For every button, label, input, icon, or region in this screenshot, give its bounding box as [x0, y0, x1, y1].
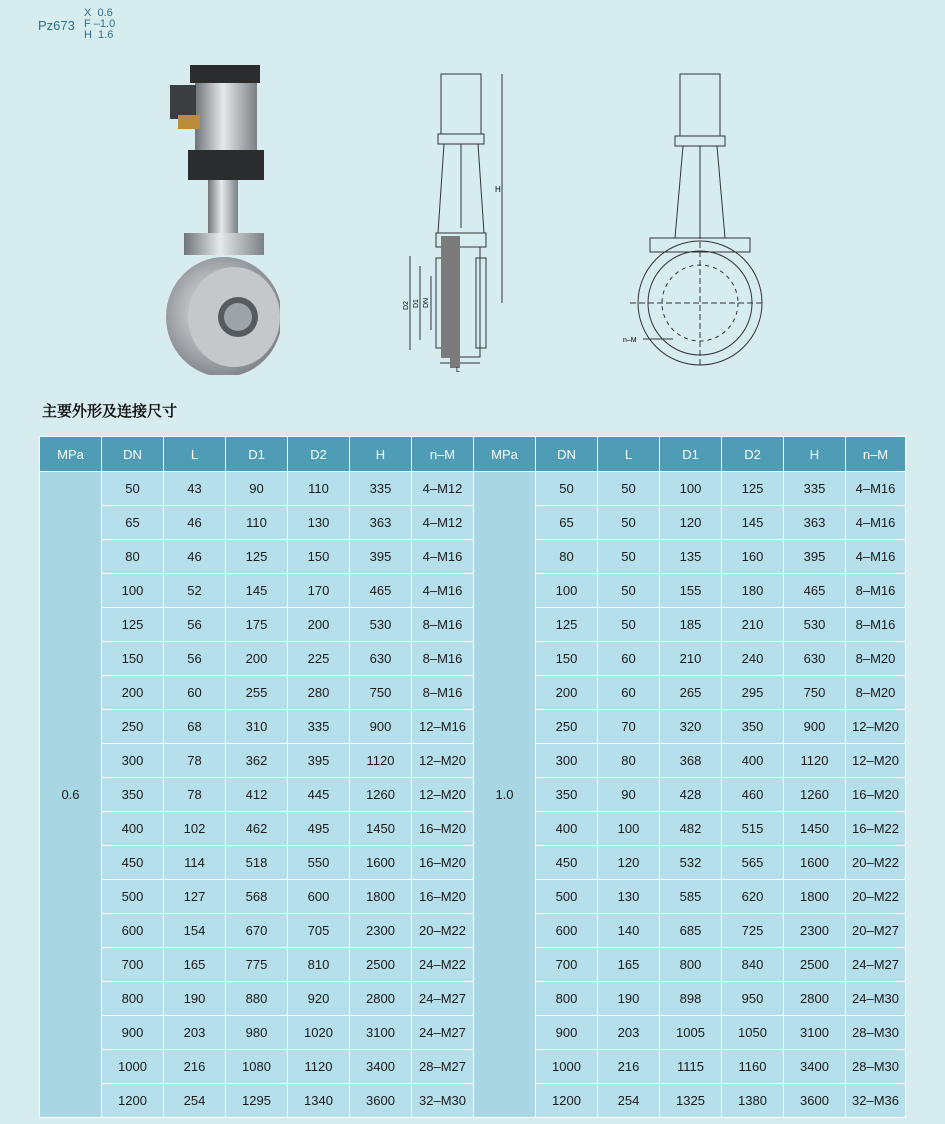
table-cell: 8–M20: [846, 642, 906, 676]
table-cell: 500: [536, 880, 598, 914]
table-cell: 350: [722, 710, 784, 744]
table-cell: 482: [660, 812, 722, 846]
table-cell: 68: [164, 710, 226, 744]
table-cell: 295: [722, 676, 784, 710]
table-cell: 3400: [784, 1050, 846, 1084]
param-h: H 1.6: [84, 29, 114, 41]
column-header: L: [598, 437, 660, 472]
table-cell: 80: [598, 744, 660, 778]
table-cell: 130: [598, 880, 660, 914]
table-row: [40, 880, 906, 914]
table-cell: 190: [164, 982, 226, 1016]
table-cell: 43: [164, 472, 226, 506]
table-cell: 165: [598, 948, 660, 982]
table-row: [40, 676, 906, 710]
table-cell: 350: [102, 778, 164, 812]
table-cell: 310: [226, 710, 288, 744]
table-cell: 28–M30: [846, 1050, 906, 1084]
table-cell: 120: [598, 846, 660, 880]
table-cell: 4–M16: [846, 540, 906, 574]
table-cell: 840: [722, 948, 784, 982]
side-section-drawing: [398, 68, 528, 378]
table-cell: 24–M27: [412, 982, 474, 1016]
table-cell: 240: [722, 642, 784, 676]
column-header: MPa: [40, 437, 102, 472]
table-cell: 4–M12: [412, 506, 474, 540]
table-cell: 50: [598, 540, 660, 574]
table-cell: 50: [598, 608, 660, 642]
column-header: H: [784, 437, 846, 472]
table-cell: 52: [164, 574, 226, 608]
table-cell: 90: [226, 472, 288, 506]
table-cell: 8–M16: [412, 676, 474, 710]
column-header: D2: [288, 437, 350, 472]
table-cell: 135: [660, 540, 722, 574]
table-cell: 630: [350, 642, 412, 676]
table-cell: 2500: [350, 948, 412, 982]
table-row: [40, 744, 906, 778]
table-cell: 1600: [784, 846, 846, 880]
table-cell: 670: [226, 914, 288, 948]
column-header: H: [350, 437, 412, 472]
label-dn: DN: [423, 297, 430, 308]
table-cell: 145: [722, 506, 784, 540]
column-header: D1: [660, 437, 722, 472]
table-cell: 898: [660, 982, 722, 1016]
table-cell: 900: [102, 1016, 164, 1050]
table-cell: 1260: [784, 778, 846, 812]
table-cell: 900: [350, 710, 412, 744]
table-cell: 125: [226, 540, 288, 574]
table-cell: 465: [784, 574, 846, 608]
table-cell: 465: [350, 574, 412, 608]
table-cell: 50: [598, 506, 660, 540]
table-cell: 335: [784, 472, 846, 506]
table-cell: 20–M22: [846, 846, 906, 880]
table-cell: 56: [164, 608, 226, 642]
table-cell: 1160: [722, 1050, 784, 1084]
table-cell: 250: [536, 710, 598, 744]
table-cell: 600: [536, 914, 598, 948]
table-cell: 2500: [784, 948, 846, 982]
table-cell: 400: [536, 812, 598, 846]
table-cell: 46: [164, 540, 226, 574]
table-cell: 1600: [350, 846, 412, 880]
table-cell: 1450: [350, 812, 412, 846]
table-cell: 1000: [536, 1050, 598, 1084]
table-cell: 400: [102, 812, 164, 846]
pressure-cell-left: 0.6: [40, 472, 102, 1118]
table-cell: 24–M27: [846, 948, 906, 982]
table-cell: 4–M16: [412, 574, 474, 608]
table-cell: 428: [660, 778, 722, 812]
table-cell: 700: [102, 948, 164, 982]
table-cell: 200: [288, 608, 350, 642]
table-cell: 50: [598, 574, 660, 608]
table-cell: 400: [722, 744, 784, 778]
table-cell: 4–M12: [412, 472, 474, 506]
table-cell: 280: [288, 676, 350, 710]
label-d1: D1: [413, 299, 420, 308]
section-title: 主要外形及连接尺寸: [42, 403, 178, 420]
table-cell: 1200: [536, 1084, 598, 1118]
table-header-row: [40, 437, 906, 472]
table-cell: 350: [536, 778, 598, 812]
table-cell: 190: [598, 982, 660, 1016]
table-cell: 620: [722, 880, 784, 914]
table-cell: 70: [598, 710, 660, 744]
table-cell: 412: [226, 778, 288, 812]
table-cell: 155: [660, 574, 722, 608]
table-cell: 300: [102, 744, 164, 778]
table-cell: 1200: [102, 1084, 164, 1118]
table-cell: 685: [660, 914, 722, 948]
table-cell: 8–M20: [846, 676, 906, 710]
table-cell: 565: [722, 846, 784, 880]
table-cell: 100: [660, 472, 722, 506]
table-cell: 2300: [350, 914, 412, 948]
table-cell: 368: [660, 744, 722, 778]
table-row: [40, 846, 906, 880]
table-cell: 3400: [350, 1050, 412, 1084]
table-cell: 20–M27: [846, 914, 906, 948]
pressure-cell-right: 1.0: [474, 472, 536, 1118]
table-cell: 60: [164, 676, 226, 710]
table-cell: 600: [288, 880, 350, 914]
table-cell: 210: [660, 642, 722, 676]
table-cell: 12–M20: [412, 744, 474, 778]
table-cell: 203: [598, 1016, 660, 1050]
table-cell: 90: [598, 778, 660, 812]
table-cell: 460: [722, 778, 784, 812]
table-cell: 154: [164, 914, 226, 948]
table-cell: 185: [660, 608, 722, 642]
table-cell: 78: [164, 744, 226, 778]
table-cell: 20–M22: [846, 880, 906, 914]
table-cell: 216: [598, 1050, 660, 1084]
column-header: n–M: [846, 437, 906, 472]
table-row: [40, 778, 906, 812]
table-cell: 100: [102, 574, 164, 608]
table-cell: 125: [102, 608, 164, 642]
table-cell: 1120: [288, 1050, 350, 1084]
table-cell: 60: [598, 642, 660, 676]
table-cell: 150: [102, 642, 164, 676]
table-cell: 100: [598, 812, 660, 846]
table-cell: 80: [536, 540, 598, 574]
table-cell: 800: [536, 982, 598, 1016]
table-cell: 3600: [350, 1084, 412, 1118]
model-params: [84, 8, 115, 41]
table-cell: 50: [536, 472, 598, 506]
table-cell: 515: [722, 812, 784, 846]
table-cell: 320: [660, 710, 722, 744]
table-cell: 335: [350, 472, 412, 506]
table-cell: 4–M16: [412, 540, 474, 574]
column-header: DN: [536, 437, 598, 472]
table-cell: 32–M36: [846, 1084, 906, 1118]
table-cell: 12–M20: [846, 710, 906, 744]
table-cell: 450: [102, 846, 164, 880]
table-cell: 28–M30: [846, 1016, 906, 1050]
table-cell: 12–M20: [846, 744, 906, 778]
table-cell: 125: [536, 608, 598, 642]
table-cell: 900: [784, 710, 846, 744]
table-cell: 810: [288, 948, 350, 982]
table-row: [40, 982, 906, 1016]
table-cell: 395: [784, 540, 846, 574]
table-cell: 900: [536, 1016, 598, 1050]
table-cell: 700: [536, 948, 598, 982]
table-cell: 1080: [226, 1050, 288, 1084]
table-row: [40, 540, 906, 574]
table-cell: 254: [164, 1084, 226, 1118]
label-h: H: [495, 185, 501, 194]
column-header: DN: [102, 437, 164, 472]
table-cell: 80: [102, 540, 164, 574]
table-row: [40, 506, 906, 540]
table-row: [40, 812, 906, 846]
table-cell: 530: [350, 608, 412, 642]
table-cell: 200: [226, 642, 288, 676]
table-cell: 145: [226, 574, 288, 608]
table-cell: 495: [288, 812, 350, 846]
table-cell: 150: [288, 540, 350, 574]
table-cell: 16–M20: [412, 880, 474, 914]
table-cell: 8–M16: [846, 574, 906, 608]
table-cell: 1260: [350, 778, 412, 812]
table-cell: 180: [722, 574, 784, 608]
table-cell: 2800: [350, 982, 412, 1016]
table-cell: 1050: [722, 1016, 784, 1050]
table-row: [40, 710, 906, 744]
table-cell: 60: [598, 676, 660, 710]
table-cell: 16–M22: [846, 812, 906, 846]
table-row: [40, 948, 906, 982]
table-cell: 1120: [784, 744, 846, 778]
table-cell: 216: [164, 1050, 226, 1084]
table-cell: 500: [102, 880, 164, 914]
table-row: [40, 608, 906, 642]
table-cell: 585: [660, 880, 722, 914]
table-cell: 4–M16: [846, 506, 906, 540]
param-x: X 0.6: [84, 7, 113, 19]
table-cell: 203: [164, 1016, 226, 1050]
dimension-table: [39, 436, 906, 1118]
table-cell: 8–M16: [412, 642, 474, 676]
table-cell: 120: [660, 506, 722, 540]
table-cell: 225: [288, 642, 350, 676]
table-cell: 950: [722, 982, 784, 1016]
table-cell: 125: [722, 472, 784, 506]
table-cell: 16–M20: [846, 778, 906, 812]
table-cell: 32–M30: [412, 1084, 474, 1118]
table-cell: 210: [722, 608, 784, 642]
table-cell: 532: [660, 846, 722, 880]
table-cell: 550: [288, 846, 350, 880]
table-cell: 1450: [784, 812, 846, 846]
table-cell: 16–M20: [412, 812, 474, 846]
table-cell: 395: [288, 744, 350, 778]
table-cell: 530: [784, 608, 846, 642]
table-row: [40, 472, 906, 506]
table-cell: 920: [288, 982, 350, 1016]
table-cell: 102: [164, 812, 226, 846]
table-cell: 1120: [350, 744, 412, 778]
table-cell: 1005: [660, 1016, 722, 1050]
table-cell: 980: [226, 1016, 288, 1050]
table-cell: 170: [288, 574, 350, 608]
column-header: L: [164, 437, 226, 472]
table-cell: 450: [536, 846, 598, 880]
table-cell: 20–M22: [412, 914, 474, 948]
table-cell: 114: [164, 846, 226, 880]
valve-photo: [160, 55, 280, 375]
front-view-drawing: [615, 68, 775, 378]
table-cell: 65: [536, 506, 598, 540]
table-cell: 362: [226, 744, 288, 778]
param-f: F –1.0: [84, 18, 116, 30]
table-cell: 28–M27: [412, 1050, 474, 1084]
table-cell: 8–M16: [846, 608, 906, 642]
table-row: [40, 1084, 906, 1118]
table-cell: 775: [226, 948, 288, 982]
table-cell: 50: [102, 472, 164, 506]
table-cell: 2800: [784, 982, 846, 1016]
table-cell: 3100: [784, 1016, 846, 1050]
table-cell: 1340: [288, 1084, 350, 1118]
table-cell: 110: [226, 506, 288, 540]
table-row: [40, 1016, 906, 1050]
table-cell: 3100: [350, 1016, 412, 1050]
table-cell: 462: [226, 812, 288, 846]
table-cell: 1325: [660, 1084, 722, 1118]
table-cell: 78: [164, 778, 226, 812]
table-cell: 2300: [784, 914, 846, 948]
table-cell: 165: [164, 948, 226, 982]
table-cell: 445: [288, 778, 350, 812]
table-cell: 600: [102, 914, 164, 948]
model-code: Pz673: [38, 18, 75, 33]
table-cell: 880: [226, 982, 288, 1016]
table-cell: 3600: [784, 1084, 846, 1118]
table-cell: 1380: [722, 1084, 784, 1118]
table-cell: 50: [598, 472, 660, 506]
column-header: D1: [226, 437, 288, 472]
table-cell: 150: [536, 642, 598, 676]
table-cell: 750: [350, 676, 412, 710]
table-cell: 24–M22: [412, 948, 474, 982]
label-l: L: [456, 367, 460, 374]
table-cell: 265: [660, 676, 722, 710]
table-cell: 300: [536, 744, 598, 778]
table-row: [40, 1050, 906, 1084]
table-cell: 518: [226, 846, 288, 880]
table-cell: 255: [226, 676, 288, 710]
table-cell: 24–M27: [412, 1016, 474, 1050]
table-row: [40, 642, 906, 676]
table-cell: 254: [598, 1084, 660, 1118]
table-cell: 16–M20: [412, 846, 474, 880]
table-cell: 110: [288, 472, 350, 506]
table-cell: 630: [784, 642, 846, 676]
table-cell: 1800: [784, 880, 846, 914]
table-cell: 363: [784, 506, 846, 540]
table-row: [40, 574, 906, 608]
table-cell: 46: [164, 506, 226, 540]
table-cell: 1115: [660, 1050, 722, 1084]
table-cell: 130: [288, 506, 350, 540]
label-d2: D2: [403, 301, 410, 310]
table-cell: 725: [722, 914, 784, 948]
column-header: MPa: [474, 437, 536, 472]
table-cell: 175: [226, 608, 288, 642]
table-cell: 363: [350, 506, 412, 540]
table-cell: 1000: [102, 1050, 164, 1084]
table-cell: 200: [102, 676, 164, 710]
table-cell: 140: [598, 914, 660, 948]
table-cell: 800: [102, 982, 164, 1016]
table-cell: 12–M16: [412, 710, 474, 744]
table-cell: 200: [536, 676, 598, 710]
label-nm: n–M: [623, 337, 637, 344]
table-cell: 1295: [226, 1084, 288, 1118]
table-cell: 12–M20: [412, 778, 474, 812]
table-cell: 24–M30: [846, 982, 906, 1016]
table-cell: 56: [164, 642, 226, 676]
table-cell: 568: [226, 880, 288, 914]
table-cell: 1800: [350, 880, 412, 914]
column-header: D2: [722, 437, 784, 472]
column-header: n–M: [412, 437, 474, 472]
table-cell: 705: [288, 914, 350, 948]
table-cell: 395: [350, 540, 412, 574]
table-cell: 1020: [288, 1016, 350, 1050]
table-cell: 100: [536, 574, 598, 608]
table-cell: 800: [660, 948, 722, 982]
table-cell: 160: [722, 540, 784, 574]
table-cell: 127: [164, 880, 226, 914]
table-cell: 250: [102, 710, 164, 744]
table-cell: 335: [288, 710, 350, 744]
table-row: [40, 914, 906, 948]
table-cell: 8–M16: [412, 608, 474, 642]
table-cell: 750: [784, 676, 846, 710]
table-cell: 4–M16: [846, 472, 906, 506]
table-cell: 65: [102, 506, 164, 540]
